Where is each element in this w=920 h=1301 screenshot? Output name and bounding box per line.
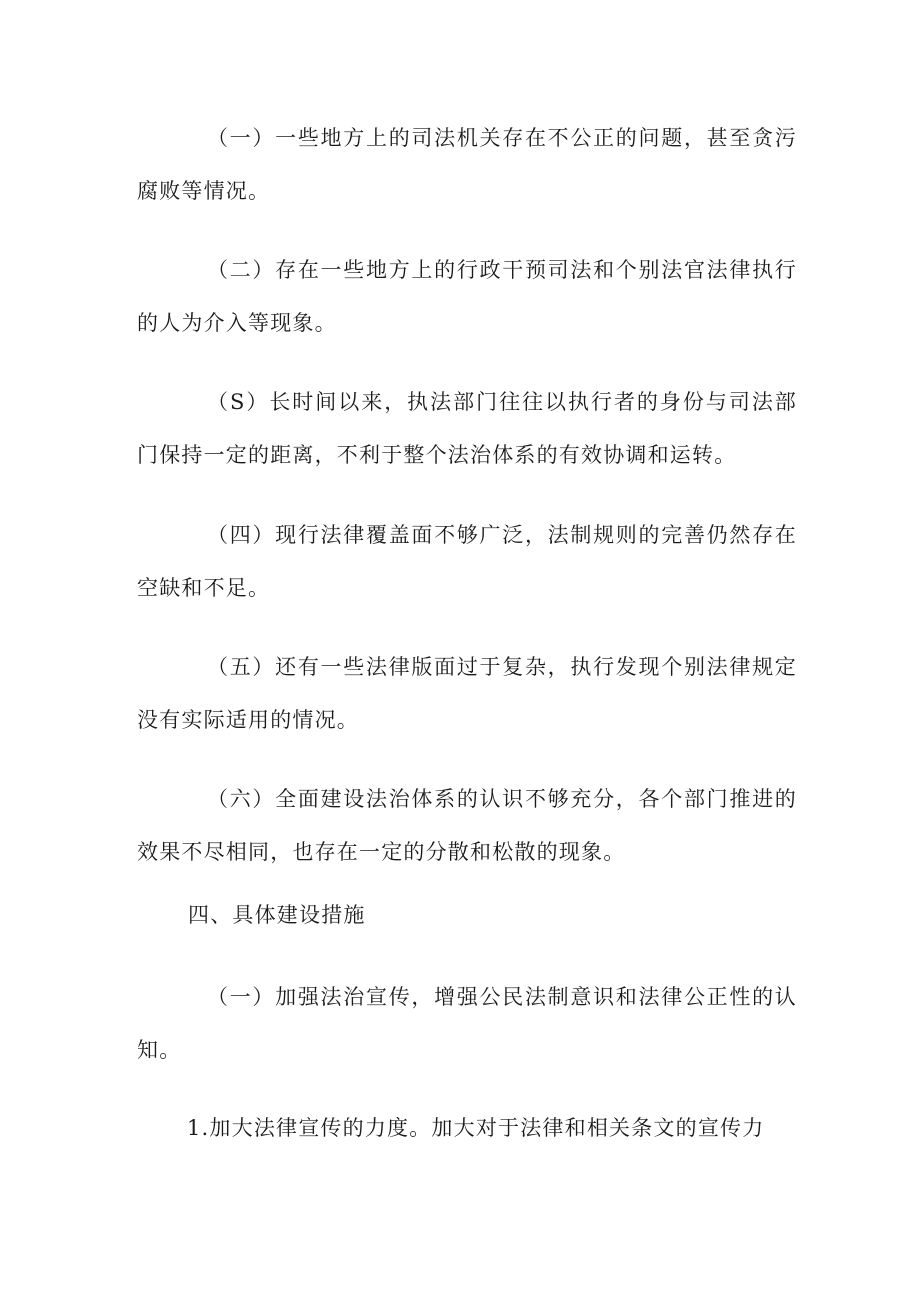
sub-item-1: 1.加大法律宣传的力度。加大对于法律和相关条文的宣传力	[187, 1116, 765, 1140]
paragraph-issue-3: （S）长时间以来，执法部门往往以执行者的身份与司法部门保持一定的距离，不利于整个法治体系的有效协调和运转。	[137, 390, 797, 467]
paragraph-measure-1: （一）加强法治宣传，增强公民法制意识和法律公正性的认知。	[137, 985, 797, 1062]
section-heading: 四、具体建设措施	[188, 903, 366, 927]
paragraph-issue-2: （二）存在一些地方上的行政干预司法和个别法官法律执行的人为介入等现象。	[137, 258, 797, 335]
paragraph-issue-5: （五）还有一些法律版面过于复杂，执行发现个别法律规定没有实际适用的情况。	[137, 655, 797, 732]
paragraph-issue-6: （六）全面建设法治体系的认识不够充分，各个部门推进的效果不尽相同，也存在一定的分散和松散的现象。	[137, 787, 797, 864]
paragraph-issue-1: （一）一些地方上的司法机关存在不公正的问题，甚至贪污腐败等情况。	[137, 126, 797, 203]
paragraph-issue-4: （四）现行法律覆盖面不够广泛，法制规则的完善仍然存在空缺和不足。	[137, 523, 797, 600]
